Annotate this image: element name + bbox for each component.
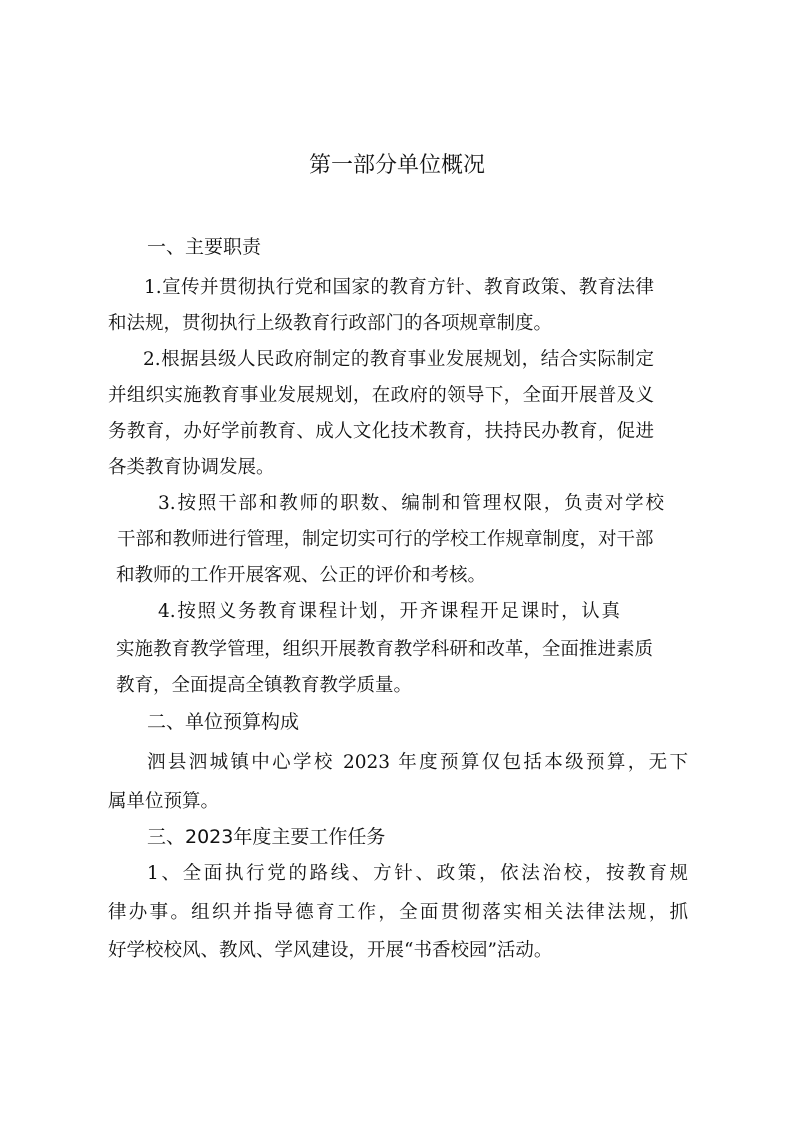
section-heading-budget: 二、单位预算构成 (147, 711, 300, 733)
paragraph-line: 律办事。组织并指导德育工作，全面贯彻落实相关法律法规，抓 (108, 902, 688, 923)
paragraph-line: 和教师的工作开展客观、公正的评价和考核。 (116, 565, 487, 586)
paragraph-line: 各类教育协调发展。 (108, 457, 275, 478)
paragraph-line: 好学校校风、教风、学风建设，开展“书香校园”活动。 (108, 940, 553, 961)
section-heading-tasks: 三、2023年度主要工作任务 (147, 826, 386, 848)
section-heading-duties: 一、主要职责 (147, 236, 262, 258)
page-title: 第一部分单位概况 (308, 153, 485, 178)
paragraph-line: 属单位预算。 (108, 791, 220, 812)
paragraph-line: 务教育，办好学前教育、成人文化技术教育，扶持民办教育，促进 (108, 421, 654, 442)
paragraph-line: 和法规，贯彻执行上级教育行政部门的各项规章制度。 (108, 313, 553, 334)
paragraph-line: 3.按照干部和教师的职数、编制和管理权限，负责对学校 (158, 493, 664, 514)
paragraph-line: 2.根据县级人民政府制定的教育事业发展规划，结合实际制定 (143, 349, 654, 370)
paragraph-line: 1、全面执行党的路线、方针、政策，依法治校，按教育规 (147, 863, 688, 884)
paragraph-line: 教育，全面提高全镇教育教学质量。 (116, 675, 413, 696)
paragraph-line: 1.宣传并贯彻执行党和国家的教育方针、教育政策、教育法律 (144, 277, 654, 298)
paragraph-line: 4.按照义务教育课程计划，开齐课程开足课时，认真 (158, 601, 620, 622)
paragraph-line: 并组织实施教育事业发展规划，在政府的领导下，全面开展普及义 (108, 385, 654, 406)
paragraph-line: 干部和教师进行管理，制定切实可行的学校工作规章制度，对干部 (117, 529, 654, 550)
paragraph-line: 泗县泗城镇中心学校 2023 年度预算仅包括本级预算，无下 (147, 752, 688, 773)
paragraph-line: 实施教育教学管理，组织开展教育教学科研和改革，全面推进素质 (116, 639, 653, 660)
